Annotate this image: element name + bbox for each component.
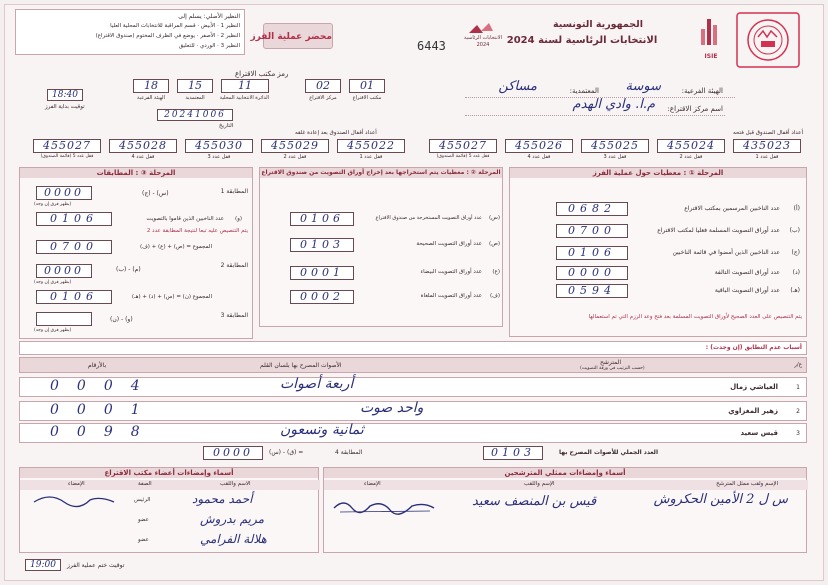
match4-value: 0000 [203,446,263,460]
diff-note-2: (يظهر فرق إن وجد) [34,280,72,285]
isie-logo-text: ISIE [704,53,718,60]
match1-formula: (ج) - (س) [142,190,169,197]
diff-note-3: (يظهر فرق إن وجد) [34,328,72,333]
match1-label: المطابقة 1 [220,188,248,195]
office-panel [19,467,319,553]
stage2-row-f: 0002 عدد أوراق التصويت الملغاة (ف) [290,290,500,304]
voters-label: عدد الناخبين الذين قاموا بالتصويت [146,216,224,222]
code-delegation: 15 المعتمدية [177,79,213,101]
office-head: الصفة الاسم واللقب الإمضاء [20,480,320,490]
official-stamp [733,9,803,71]
mismatch-title: أسباب عدم التطابق (إن وجدت) : [705,344,802,351]
sum2-formula: المجموع (ن) = (س) + (د) + (هـ) [131,294,212,300]
stage1-panel [509,167,807,337]
code-sub-body: 18 الهيئة الفرعية [133,79,169,101]
sum-formula: المجموع = (ص) + (ع) + (ف) [139,244,212,250]
voters-value: 0106 [36,212,112,226]
date-box: 20241006 [157,109,233,121]
form-number: 6443 [417,39,446,53]
lock-after-3: 455030 قفل عدد 3 [185,139,253,160]
col-digits: بالأرقام [88,362,107,369]
identity-line-2 [465,115,725,116]
total-row [19,445,807,463]
code-polling-center: 02 مركز الاقتراع [305,79,341,101]
rep-signature-1 [330,496,440,516]
locks-after-title: أعداد أقفال الصندوق بعد إعادة غلقه [295,130,377,136]
locks-after-row [33,139,409,165]
stage2-row-a: 0001 عدد أوراق التصويت البيضاء (ع) [290,266,500,280]
center-value: م.ا. وادي الهدم [572,97,655,112]
office-row-2: عضو مريم بدروش [138,512,265,526]
date-label: التاريخ [219,123,234,129]
result-row-2: 2 زهير المغزاوي واحد صوت 0001 [19,401,807,421]
col-candidate-sub: (حسب الترتيب في ورقة التصويت) [580,366,645,371]
office-row-1: الرئيس أحمد محمود [20,492,320,510]
sub-body-value: سوسة [625,79,661,94]
lock-before-4: 455026 قفل عدد 4 [505,139,573,160]
result-row-1: 1 العياشي زمال أربعة أصوات 0004 [19,377,807,397]
lock-after-5: 455027 قفل عدد 5 (قائمة الصندوق) [33,139,101,159]
locks-before-row [429,139,805,165]
start-time-label: توقيت بداية الفرز [45,104,85,110]
legend-row-1: النظير 1 · الأبيض · قسم المراقبة للانتخابات المحلية العليا [110,23,240,29]
match3-value [36,312,92,326]
col-words: الأصوات المصرح بها بلسان القلم [260,362,342,369]
col-index: ع/ر [794,362,802,368]
lock-before-3: 455025 قفل عدد 3 [581,139,649,160]
reps-head: الإسم ولقب ممثل المترشح الإسم واللقب الإمضاء [324,480,808,490]
match4-label: المطابقة 4 [335,449,363,456]
legend-row-3: النظير 3 · الوردي · للتعليق [178,43,240,49]
copies-legend [15,9,245,55]
sum2-value: 0106 [36,290,112,304]
stage3-panel [19,167,253,339]
codes-title: رمز مكتب الاقتراع [235,70,289,78]
codes-row [133,79,389,109]
sub-body-label: الهيئة الفرعية: [681,87,723,95]
republic-title: الجمهورية التونسية [553,19,643,30]
required-note: يتم التنصيص عليه تبعا لنتيجة المطابقة عدد 2 [146,228,248,234]
lock-before-2: 455024 قفل عدد 2 [657,139,725,160]
stage2-title: المرحلة ② : معطيات يتم استخراجها بعد إخراج أوراق التصويت من صندوق الاقتراع [261,169,501,176]
center-label: اسم مركز الاقتراع: [667,105,723,113]
diff-note-1: (يظهر فرق إن وجد) [34,202,72,207]
stage1-row-e: 0594 عدد أوراق التصويت الباقية (هـ) [556,284,802,298]
stage1-row-c: 0106 عدد الناخبين الذين أمضوا في قائمة الناخبين (ج) [556,246,802,260]
total-value: 0103 [483,446,543,460]
minutes-title: محضر عملية الفرز [250,32,332,42]
match2-label: المطابقة 2 [220,262,248,269]
voters-code: (و) [235,216,242,222]
rep-name-1: قيس بن المنصف سعيد [472,494,597,509]
match2-value: 0000 [36,264,92,278]
legend-origin: النظير الأصلي: يسلم إلى [178,13,240,20]
isie-logo [693,17,729,65]
lock-after-4: 455028 قفل عدد 4 [109,139,177,160]
stage1-row-a: 0682 عدد الناخبين المرسمين بمكتب الاقتراع (أ) [556,202,802,216]
elections-2024-logo [463,21,503,65]
end-time-box: 19:00 [25,559,61,571]
total-label: العدد الجملي للأصوات المصرح بها [559,449,658,456]
minutes-form [4,4,824,581]
delegation-value: مساكن [498,79,537,94]
match3-formula: (ن) - (و) [110,316,133,323]
match4-formula: (س) - (ق) = [269,449,304,456]
office-title: أسماء وإمضاءات أعضاء مكتب الاقتراع [20,468,318,478]
match3-label: المطابقة 3 [220,312,248,319]
stage3-title: المرحلة ③ : المطابقات [20,168,252,178]
stage2-row-s: 0106 عدد أوراق التصويت المستخرجة من صندوق الاقتراع (س) [290,212,500,226]
locks-before-title: أعداد أقفال الصندوق قبل فتحه [733,130,803,136]
col-candidate: المترشح [600,359,621,366]
lock-after-1: 455022 قفل عدد 1 [337,139,405,160]
results-header [19,357,807,373]
stage2-row-p: 0103 عدد أوراق التصويت الصحيحة (ص) [290,238,500,252]
lock-before-1: 435023 قفل عدد 1 [733,139,801,160]
elections-logo-text: الانتخابات الرئاسية 2024 [463,35,503,48]
lock-before-5: 455027 قفل عدد 5 (قائمة الصندوق) [429,139,497,159]
sum-value: 0700 [36,240,112,254]
rep-candidate-1: س ل 2 الأمين الحكروش [653,492,788,507]
end-time-label: توقيت ختم عملية الفرز [67,562,125,569]
result-row-3: 3 قيس سعيد ثمانية وتسعون 0098 [19,423,807,443]
minutes-title-box [250,23,333,49]
office-signature-1 [30,492,120,508]
match1-value: 0000 [36,186,92,200]
match2-formula: (ب) - (م) [116,266,141,273]
mismatch-box [19,341,807,355]
reps-title: أسماء وإمضاءات ممثلي المترشحين [324,468,806,478]
delegation-label: المعتمدية: [569,87,599,95]
stage1-row-b: 0700 عدد أوراق التصويت المسلمة فعليا لمكتب الاقتراع (ب) [556,224,802,238]
office-row-3: عضو هلالة الفرامي [138,532,267,546]
stage1-note: يتم التنصيص على العدد الصحيح لأوراق التصويت المسلمة بعد فتح وعد الرزم التي تم استعمالها [588,314,802,320]
start-time-box: 18:40 [47,89,83,101]
reps-panel [323,467,807,553]
elections-title: الانتخابات الرئاسية لسنة 2024 [506,35,658,46]
stage1-row-d: 0000 عدد أوراق التصويت التالفة (د) [556,266,802,280]
stage1-title: المرحلة ① : معطيات حول عملية الفرز [510,168,806,178]
code-district: 11 الدائرة الانتخابية المحلية [219,79,269,101]
legend-row-2: النظير 2 · الأصفر · يوضع في الظرف المختوم (صندوق الاقتراع) [95,33,240,39]
lock-after-2: 455029 قفل عدد 2 [261,139,329,160]
stage2-panel [259,167,503,327]
code-polling-office: 01 مكتب الاقتراع [349,79,385,101]
results-table [19,357,807,465]
